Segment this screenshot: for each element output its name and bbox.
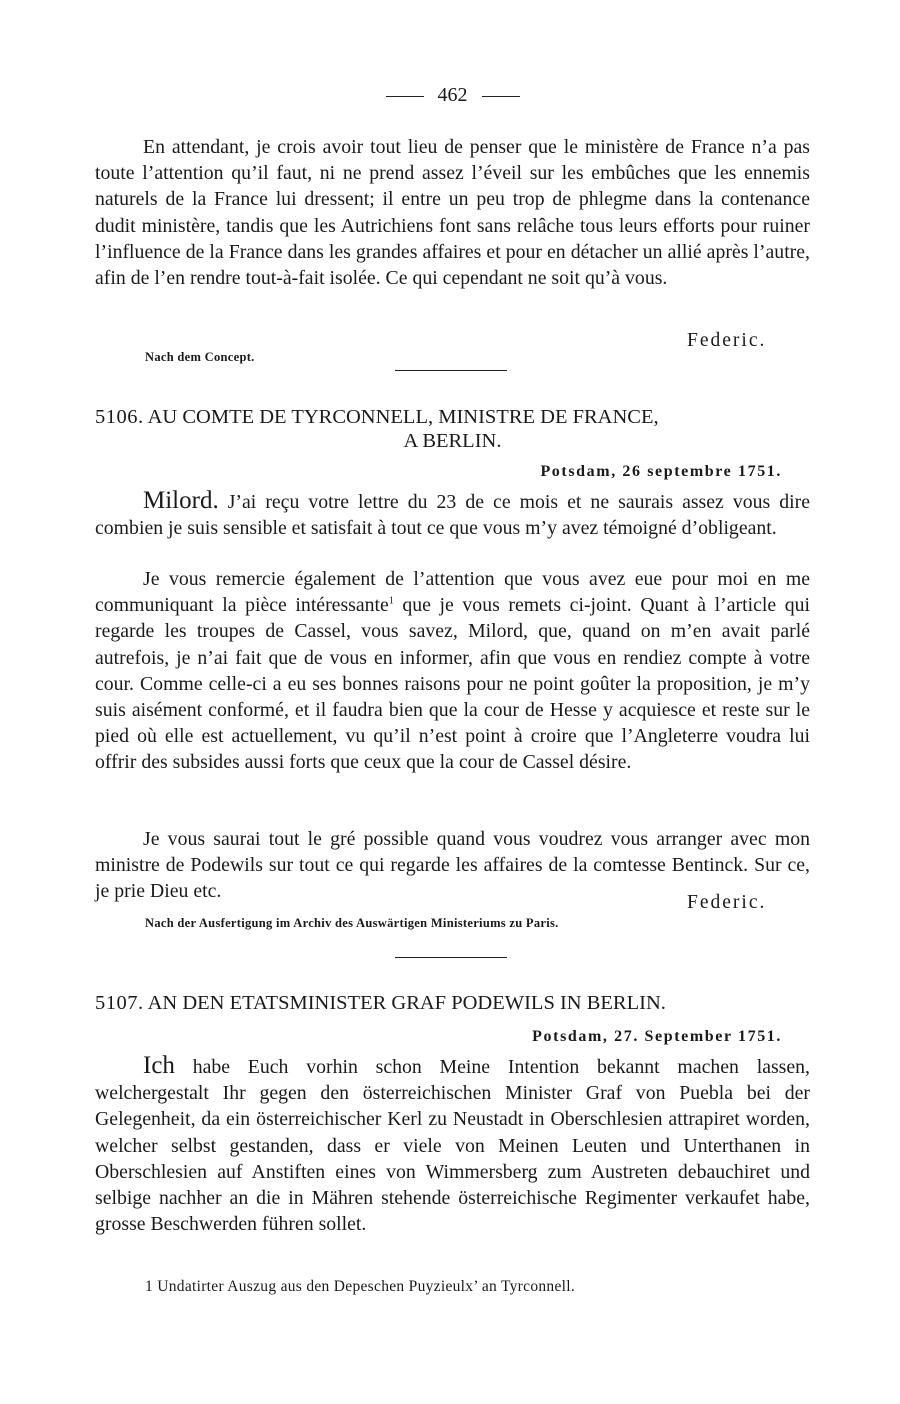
- letter-5107-number: 5107.: [95, 992, 144, 1014]
- letter-5107-title: AN DEN ETATSMINISTER GRAF PODEWILS IN BERLIN.: [147, 992, 666, 1014]
- page-number-dash-left: [386, 96, 424, 97]
- letter-5107-heading: [95, 990, 810, 1016]
- letter-5106-source-note: Nach der Ausfertigung im Archiv des Auswärtigen Ministeriums zu Paris.: [145, 916, 559, 930]
- letter-5107-paragraph-1: Ich habe Euch vorhin schon Meine Intention bekannt machen lassen, welchergestalt Ihr gegen den österreichischen Minister Graf von Puebla bei der Gelegenheit, da ein österreichischer Kerl zu Neustadt in Oberschlesien attrapiret worden, welcher selbst gestanden, dass er viele von Meinen Leuten und Unterthanen in Oberschlesien auf Anstiften eines von Wimmersberg zum Austreten debauchiret und selbige nachher an die in Mähren stehende österreichische Regimenter verkaufet habe, grosse Beschwerden führen sollet.: [95, 1052, 810, 1236]
- letter-5106-signature: Federic.: [687, 892, 767, 913]
- letter-5106-paragraph-3: Je vous saurai tout le gré possible quand vous voudrez vous arranger avec mon ministre de Podewils sur tout ce qui regarde les affaires de la comtesse Bentinck. Sur ce, je prie Dieu etc.: [95, 828, 810, 903]
- footnote-number: 1: [145, 1278, 154, 1295]
- letter-5106-number: 5106.: [95, 406, 144, 428]
- letter-5106-heading: [95, 404, 810, 430]
- letter-5106-paragraph-2: Je vous remercie également de l’attention que vous avez eue pour moi en me communiquant la pièce intéressante$^1$ que je vous remets ci-joint. Quant à l’article qui regarde les troupes de Cassel, vous savez, Milord, que, quand on m’en avait parlé autrefois, je n’ai fait que de vous en informer, afin que vous en rendiez compte à votre cour. Comme celle-ci a eu ses bonnes raisons pour ne point goûter la proposition, je m’y suis aisément conformé, et il faudra bien que la cour de Hesse y acquiesce et reste sur le pied où elle est actuellement, vu qu’il n’est point à croire que l’Angleterre voudra lui offrir des subsides aussi forts que ceux que la cour de Cassel désire.: [95, 568, 810, 774]
- footnote-text: Undatirter Auszug aus den Depeschen Puyzieulx’ an Tyrconnell.: [153, 1278, 576, 1295]
- intro-source-note: Nach dem Concept.: [145, 350, 255, 364]
- page-number-dash-right: [482, 96, 520, 97]
- section-divider: [395, 957, 507, 958]
- letter-5106-title-line2: A BERLIN.: [403, 430, 502, 452]
- intro-paragraph: En attendant, je crois avoir tout lieu de penser que le ministère de France n’a pas toute l’attention qu’il faut, ni ne prend assez l’éveil sur les embûches que les ennemis naturels de la France lui dressent; il entre un peu trop de phlegme dans la contenance dudit ministère, tandis que les Autrichiens font sans relâche tous leurs efforts pour ruiner l’influence de la France dans les grandes affaires et pour en détacher un allié après l’autre, afin de l’en rendre tout-à-fait isolée. Ce qui cependant ne soit qu’à vous.: [95, 136, 810, 290]
- footnote: [145, 1278, 575, 1296]
- letter-5107-dateline: Potsdam, 27. September 1751.: [532, 1028, 782, 1045]
- letter-5106-title: AU COMTE DE TYRCONNELL, MINISTRE DE FRANCE,: [147, 406, 659, 428]
- page-number: 462: [95, 84, 810, 107]
- footnote-marker: 1: [388, 595, 394, 607]
- letter-5106-salutation: Milord.: [143, 487, 219, 514]
- section-divider: [395, 370, 507, 371]
- intro-signature: Federic.: [687, 330, 767, 351]
- letter-5106-dateline: Potsdam, 26 septembre 1751.: [540, 463, 782, 480]
- letter-5106-paragraph-1: Milord. J’ai reçu votre lettre du 23 de ce mois et ne saurais assez vous dire combien je suis sensible et satisfait à tout ce que vous m’y avez témoigné d’obligeant.: [95, 487, 810, 540]
- letter-5107-initial: Ich: [143, 1052, 175, 1079]
